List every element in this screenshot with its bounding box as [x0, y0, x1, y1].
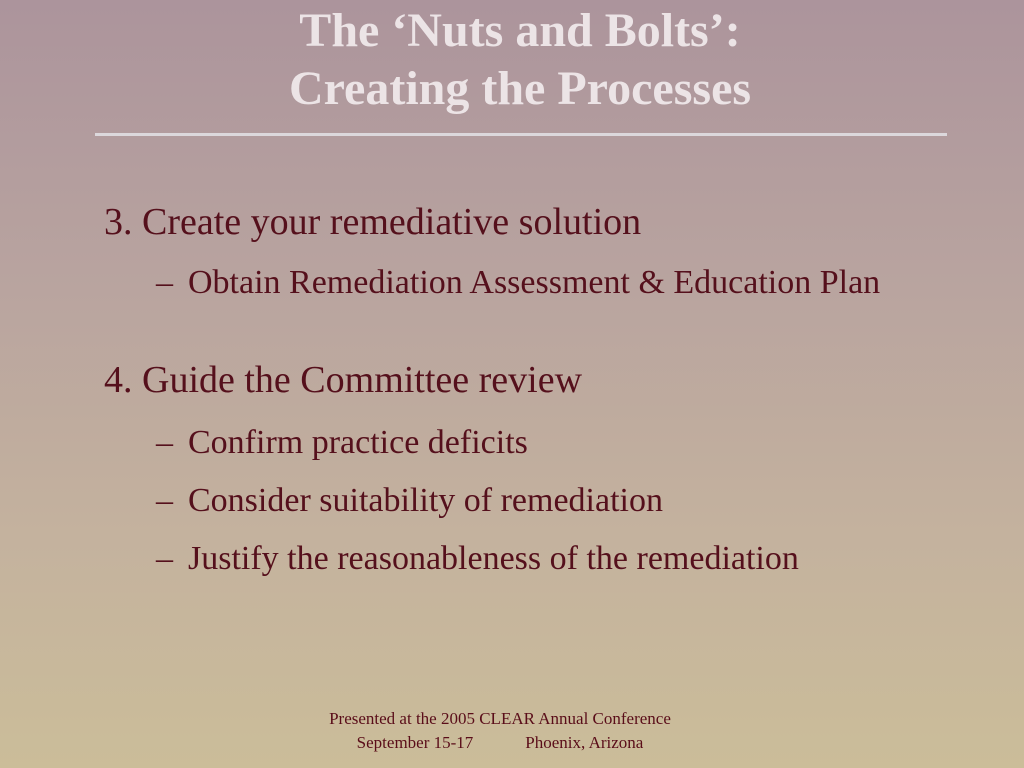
sub-bullet-text: Obtain Remediation Assessment & Education Plan — [188, 264, 881, 301]
dash-marker: – — [156, 482, 173, 519]
footer-dates: September 15-17 — [356, 733, 474, 752]
slide-title-line-1: The ‘Nuts and Bolts’: — [299, 4, 741, 57]
sub-bullet — [104, 536, 944, 582]
section-heading-3: 3. Create your remediative solution — [104, 201, 642, 243]
footer-details — [200, 731, 800, 755]
sub-bullet-text: Consider suitability of remediation — [188, 482, 663, 519]
section-heading-4: 4. Guide the Committee review — [104, 359, 583, 401]
dash-marker: – — [156, 540, 173, 577]
footer-conference: Presented at the 2005 CLEAR Annual Conference — [329, 709, 671, 728]
slide-title-line-2: Creating the Processes — [288, 62, 752, 115]
sub-bullet-text: Justify the reasonableness of the remediation — [188, 540, 799, 577]
slide-footer — [200, 707, 800, 755]
footer-location: Phoenix, Arizona — [525, 733, 644, 752]
sub-bullet — [104, 260, 944, 306]
slide-title — [100, 2, 940, 118]
dash-marker: – — [156, 264, 173, 301]
bullet-list — [104, 196, 944, 582]
sub-bullet-text: Confirm practice deficits — [188, 424, 528, 461]
sub-bullet — [104, 478, 944, 524]
title-divider — [95, 133, 947, 136]
dash-marker: – — [156, 424, 173, 461]
sub-bullet — [104, 420, 944, 466]
